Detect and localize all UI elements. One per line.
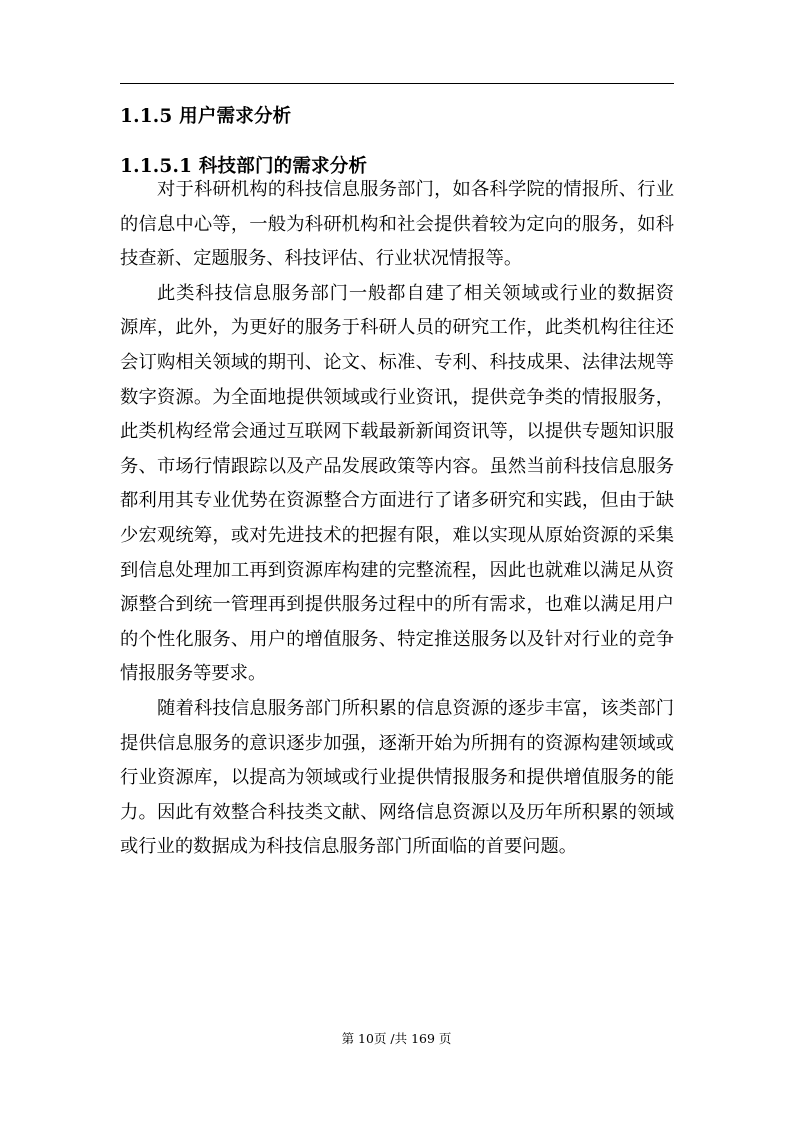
text-line: 此类机构经常会通过互联网下载最新新闻资讯等，以提供专题知识服 [120,421,674,443]
page-number-footer: 第 10页 /共 169 页 [341,1031,452,1046]
paragraph-2 [120,277,674,692]
text-line: 少宏观统筹，或对先进技术的把握有限，难以实现从原始资源的采集 [120,524,674,546]
text-line: 力。因此有效整合科技类文献、网络信息资源以及历年所积累的领域 [120,801,674,823]
text-line: 情报服务等要求。 [120,663,267,685]
text-line: 都利用其专业优势在资源整合方面进行了诸多研究和实践，但由于缺 [120,490,674,512]
text-line: 源库，此外，为更好的服务于科研人员的研究工作，此类机构往往还 [120,317,674,339]
text-line: 随着科技信息服务部门所积累的信息资源的逐步丰富，该类部门 [157,697,674,719]
text-line: 到信息处理加工再到资源库构建的完整流程，因此也就难以满足从资 [120,559,674,581]
text-line: 的个性化服务、用户的增值服务、特定推送服务以及针对行业的竞争 [120,628,674,650]
text-line: 数字资源。为全面地提供领域或行业资讯，提供竞争类的情报服务， [120,386,674,408]
text-line: 会订购相关领域的期刊、论文、标准、专利、科技成果、法律法规等 [120,351,674,373]
paragraph-3 [120,692,674,865]
text-line: 对于科研机构的科技信息服务部门，如各科学院的情报所、行业 [157,179,674,200]
text-line: 务、市场行情跟踪以及产品发展政策等内容。虽然当前科技信息服务 [120,455,674,477]
text-line: 或行业的数据成为科技信息服务部门所面临的首要问题。 [120,836,578,858]
text-line: 技查新、定题服务、科技评估、行业状况情报等。 [120,248,523,270]
subsection-heading: 1.1.5.1 科技部门的需求分析 [120,156,368,177]
text-line: 此类科技信息服务部门一般都自建了相关领域或行业的数据资 [157,282,674,304]
text-line: 行业资源库，以提高为领域或行业提供情报服务和提供增值服务的能 [120,767,674,789]
header-rule [120,83,674,84]
text-line: 源整合到统一管理再到提供服务过程中的所有需求，也难以满足用户 [120,594,674,616]
body-text [120,173,674,865]
paragraph-1 [120,173,674,277]
section-heading: 1.1.5 用户需求分析 [120,106,292,127]
text-line: 提供信息服务的意识逐步加强，逐渐开始为所拥有的资源构建领域或 [120,732,674,754]
text-line: 的信息中心等，一般为科研机构和社会提供着较为定向的服务，如科 [120,213,674,235]
